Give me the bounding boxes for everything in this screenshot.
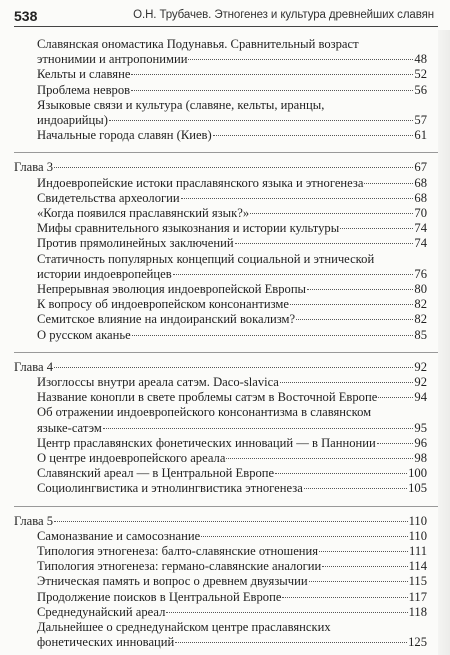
toc-entry-line	[37, 252, 427, 267]
dot-leader	[275, 473, 407, 474]
dot-leader	[290, 304, 413, 305]
dot-leader	[322, 566, 407, 567]
page-ref: 74	[414, 236, 427, 251]
page-ref: 105	[408, 481, 427, 496]
toc-entry	[37, 375, 427, 390]
dot-leader	[201, 536, 407, 537]
dot-leader	[54, 521, 408, 522]
dot-leader	[132, 335, 414, 336]
dot-leader	[173, 274, 414, 275]
entry-title: индоарийцы)	[37, 113, 108, 127]
toc-entry	[37, 236, 427, 251]
page-ref: 114	[408, 559, 427, 574]
entry-title: Название конопли в свете проблемы сатэм в Восточной Европе	[37, 390, 378, 405]
entry-title: языке-сатэм	[37, 420, 102, 435]
dot-leader	[296, 319, 413, 320]
entry-title: О русском аканье	[37, 327, 131, 342]
entry-title: Самоназвание и самосознание	[37, 528, 201, 543]
page-number: 538	[14, 8, 38, 24]
dot-leader	[309, 581, 408, 582]
entry-title: Продолжение поисков в Центральной Европе	[37, 589, 282, 604]
toc-entry-line	[37, 37, 427, 52]
page-ref: 92	[414, 375, 427, 389]
dot-leader	[282, 597, 407, 598]
dot-leader	[181, 198, 414, 199]
section-separator	[14, 506, 438, 507]
entry-title: фонетических инноваций	[37, 635, 175, 650]
page-ref: 76	[414, 266, 427, 281]
entry-title: этнонимии и антропонимии	[37, 52, 188, 67]
dot-leader	[54, 367, 413, 368]
toc-entry	[37, 635, 427, 650]
toc-entry	[37, 206, 427, 221]
entry-title: Дальнейшее о среднедунайском центре праславянских	[37, 620, 331, 634]
entry-title: Языковые связи и культура (славяне, кельты, иранцы,	[37, 97, 325, 112]
section-separator	[14, 152, 438, 153]
page-ref: 61	[414, 128, 427, 143]
dot-leader	[103, 428, 414, 429]
dot-leader	[377, 443, 414, 444]
entry-title: Социолингвистика и этнолингвистика этногенеза	[37, 481, 303, 496]
page-ref: 85	[414, 327, 427, 342]
toc-entry	[37, 466, 427, 481]
page-ref: 68	[414, 175, 427, 190]
toc-entry	[37, 436, 427, 451]
dot-leader	[340, 228, 413, 229]
page-ref: 110	[408, 513, 427, 528]
page-ref: 48	[414, 52, 427, 67]
page-ref: 98	[414, 451, 427, 465]
dot-leader	[304, 488, 407, 489]
dot-leader	[166, 612, 407, 613]
toc-entry	[37, 52, 427, 67]
page-ref: 82	[414, 312, 427, 327]
toc-entry	[37, 529, 427, 544]
header-rule	[14, 26, 438, 27]
page-ref: 111	[409, 544, 427, 558]
entry-title: Глава 4	[14, 359, 54, 374]
dot-leader	[109, 120, 413, 121]
dot-leader	[188, 59, 413, 60]
page-ref: 68	[414, 190, 427, 205]
entry-title: Типология этногенеза: германо-славянские аналогии	[37, 559, 322, 574]
page-ref: 96	[414, 435, 427, 450]
entry-title: Проблема невров	[37, 82, 131, 97]
page-ref: 74	[414, 221, 427, 236]
toc-entry	[37, 390, 427, 405]
page-ref: 115	[408, 574, 427, 589]
dot-leader	[280, 382, 414, 383]
toc-entry	[37, 282, 427, 297]
facing-page-edge	[438, 30, 450, 655]
toc-entry	[37, 574, 427, 589]
dot-leader	[307, 289, 413, 290]
entry-title: Индоевропейские истоки праславянского языка и этногенеза	[37, 175, 364, 190]
toc-entry	[37, 221, 427, 236]
toc-entry	[37, 590, 427, 605]
toc-entry-line	[37, 620, 427, 635]
toc-entry	[37, 328, 427, 343]
entry-title: Статичность популярных концепций социальной и этнической	[37, 251, 375, 266]
entry-title: Свидетельства археологии	[37, 190, 180, 205]
dot-leader	[364, 183, 413, 184]
toc-entry	[37, 113, 427, 128]
toc-entry	[37, 451, 427, 466]
dot-leader	[213, 135, 414, 136]
entry-title: Славянская ономастика Подунавья. Сравнительный возраст	[37, 37, 359, 51]
dot-leader	[378, 397, 413, 398]
toc-entry	[37, 605, 427, 620]
entry-title: Против прямолинейных заключений	[37, 236, 234, 251]
section-separator	[14, 352, 438, 353]
toc-entry	[37, 67, 427, 82]
page-ref: 100	[408, 466, 427, 481]
page-ref: 95	[414, 420, 427, 435]
page-ref: 117	[408, 589, 427, 604]
dot-leader	[235, 243, 414, 244]
entry-title: К вопросу об индоевропейском консонантизме	[37, 297, 289, 312]
page-ref: 92	[414, 359, 427, 374]
entry-title: О центре индоевропейского ареала	[37, 451, 226, 465]
toc-entry	[37, 421, 427, 436]
entry-title: Глава 3	[14, 160, 54, 175]
entry-title: Непрерывная эволюция индоевропейской Европы	[37, 282, 307, 296]
page-ref: 57	[414, 113, 427, 127]
toc-entry	[37, 297, 427, 312]
toc-entry	[37, 267, 427, 282]
page-ref: 118	[408, 604, 427, 619]
entry-title: Кельты и славяне	[37, 67, 131, 82]
page-ref: 110	[408, 528, 427, 543]
entry-title: Среднедунайский ареал	[37, 604, 166, 619]
entry-title: Об отражении индоевропейского консонантизма в славянском	[37, 405, 372, 420]
chapter-heading	[14, 514, 427, 529]
page-ref: 56	[414, 82, 427, 97]
toc-entry	[37, 481, 427, 496]
dot-leader	[226, 458, 413, 459]
page-ref: 94	[414, 390, 427, 405]
dot-leader	[131, 90, 413, 91]
entry-title: Изоглоссы внутри ареала сатэм. Daco-slavica	[37, 375, 279, 389]
toc-entry	[37, 559, 427, 574]
entry-title: «Когда появился праславянский язык?»	[37, 206, 250, 220]
toc-entry	[37, 128, 427, 143]
toc-entry-line	[37, 98, 427, 113]
entry-title: Начальные города славян (Киев)	[37, 128, 212, 143]
toc-entry	[37, 312, 427, 327]
dot-leader	[319, 551, 408, 552]
page-ref: 67	[414, 160, 427, 175]
entry-title: Центр праславянских фонетических инноваций — в Паннонии	[37, 435, 376, 450]
toc-entry-line	[37, 405, 427, 420]
entry-title: истории индоевропейцев	[37, 266, 172, 281]
toc-entry	[37, 83, 427, 98]
page-ref: 125	[408, 635, 427, 650]
entry-title: Славянский ареал — в Центральной Европе	[37, 466, 275, 481]
running-title: О.Н. Трубачев. Этногенез и культура древнейших славян	[133, 9, 434, 21]
chapter-heading	[14, 360, 427, 375]
dot-leader	[131, 74, 413, 75]
dot-leader	[175, 642, 407, 643]
entry-title: Мифы сравнительного языкознания и истории культуры	[37, 221, 340, 236]
dot-leader	[54, 167, 413, 168]
entry-title: Глава 5	[14, 513, 54, 528]
page-header	[0, 0, 450, 30]
entry-title: Этническая память и вопрос о древнем двуязычии	[37, 574, 308, 589]
page-ref: 82	[414, 297, 427, 312]
toc-entry	[37, 544, 427, 559]
entry-title: Типология этногенеза: балто-славянские отношения	[37, 544, 319, 558]
page-ref: 80	[414, 282, 427, 296]
toc-entry	[37, 176, 427, 191]
page-ref: 70	[414, 206, 427, 220]
page-ref: 52	[414, 67, 427, 82]
dot-leader	[250, 213, 413, 214]
toc-entry	[37, 191, 427, 206]
entry-title: Семитское влияние на индоиранский вокализм?	[37, 312, 296, 327]
chapter-heading	[14, 160, 427, 175]
